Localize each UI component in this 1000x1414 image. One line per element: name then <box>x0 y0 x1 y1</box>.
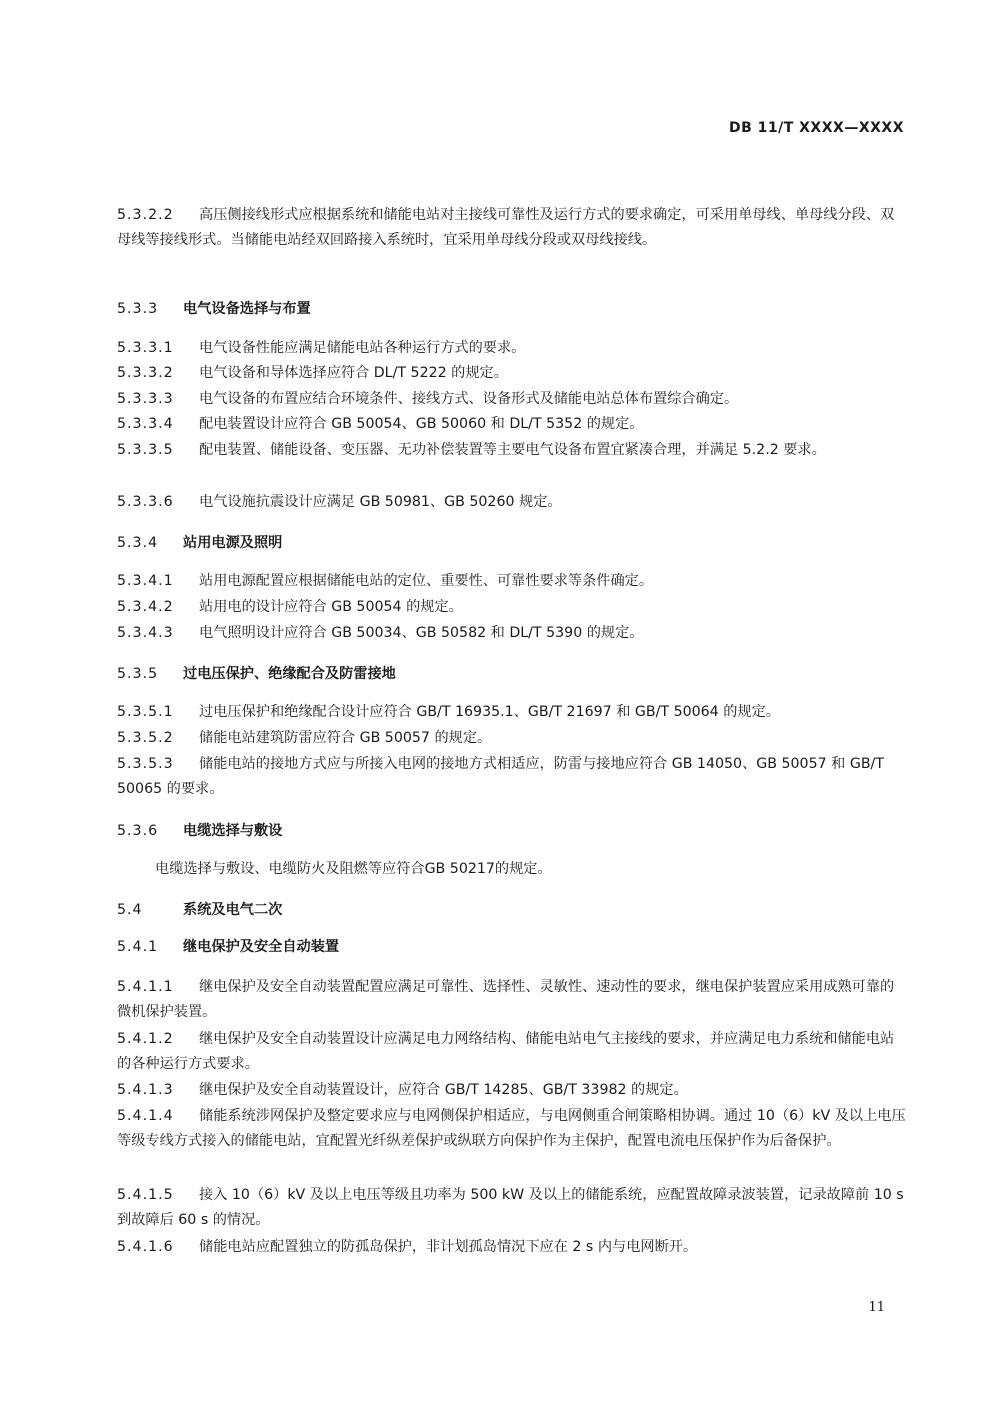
clause-5-3-4-3 <box>117 621 907 646</box>
clause-5-4-1-6 <box>117 1235 907 1260</box>
clause-text: 过电压保护和绝缘配合设计应符合 GB/T 16935.1、GB/T 21697 和 GB/T 50064 的规定。 <box>199 704 780 720</box>
heading-number: 5.4 <box>117 902 143 918</box>
paragraph-cable <box>117 857 907 882</box>
clause-number: 5.3.3.3 <box>117 391 174 407</box>
clause-text: 储能电站建筑防雷应符合 GB 50057 的规定。 <box>199 730 492 746</box>
clause-number: 5.3.3.5 <box>117 442 174 458</box>
clause-5-3-5-2 <box>117 726 907 751</box>
clause-text: 储能电站应配置独立的防孤岛保护，非计划孤岛情况下应在 2 s 内与电网断开。 <box>199 1239 698 1255</box>
clause-text: 电气设备的布置应结合环境条件、接线方式、设备形式及储能电站总体布置综合确定。 <box>199 391 739 407</box>
heading-text: 系统及电气二次 <box>183 902 283 918</box>
clause-5-4-1-2 <box>117 1027 907 1077</box>
clause-5-3-3-2 <box>117 361 907 386</box>
clause-text: 电气设备和导体选择应符合 DL/T 5222 的规定。 <box>199 365 508 381</box>
clause-number: 5.4.1.3 <box>117 1082 174 1098</box>
clause-5-4-1-3 <box>117 1078 907 1103</box>
clause-text: 继电保护及安全自动装置配置应满足可靠性、选择性、灵敏性、速动性的要求，继电保护装置应采用成熟可靠的微机保护装置。 <box>117 979 895 1020</box>
heading-5-3-3 <box>117 297 907 322</box>
clause-text: 储能电站的接地方式应与所接入电网的接地方式相适应，防雷与接地应符合 GB 14050、GB 50057 和 GB/T 50065 的要求。 <box>117 756 885 797</box>
clause-text: 站用电的设计应符合 GB 50054 的规定。 <box>199 599 463 615</box>
heading-text: 站用电源及照明 <box>183 535 283 551</box>
standard-code: DB 11/T XXXX—XXXX <box>728 120 904 136</box>
heading-5-4-1 <box>117 935 907 960</box>
clause-5-3-5-1 <box>117 700 907 725</box>
heading-5-3-5 <box>117 662 907 687</box>
clause-number: 5.3.5.1 <box>117 704 174 720</box>
clause-number: 5.3.5.3 <box>117 756 174 772</box>
clause-text: 站用电源配置应根据储能电站的定位、重要性、可靠性要求等条件确定。 <box>199 573 654 589</box>
clause-5-4-1-1 <box>117 975 907 1025</box>
clause-number: 5.3.3.4 <box>117 416 174 432</box>
heading-number: 5.4.1 <box>117 939 159 955</box>
clause-text: 配电装置设计应符合 GB 50054、GB 50060 和 DL/T 5352 的规定。 <box>199 416 644 432</box>
clause-text: 接入 10（6）kV 及以上电压等级且功率为 500 kW 及以上的储能系统，应配置故障录波装置，记录故障前 10 s 到故障后 60 s 的情况。 <box>117 1187 904 1228</box>
clause-number: 5.4.1.6 <box>117 1239 174 1255</box>
clause-text: 电气设备性能应满足储能电站各种运行方式的要求。 <box>199 340 526 356</box>
clause-number: 5.4.1.1 <box>117 979 174 995</box>
clause-5-3-4-1 <box>117 569 907 594</box>
heading-5-4 <box>117 898 907 923</box>
clause-5-3-3-6 <box>117 490 907 515</box>
clause-5-3-2-2 <box>117 203 907 253</box>
clause-text: 高压侧接线形式应根据系统和储能电站对主接线可靠性及运行方式的要求确定，可采用单母线、单母线分段、双母线等接线形式。当储能电站经双回路接入系统时，宜采用单母线分段或双母线接线。 <box>117 207 895 248</box>
heading-text: 电气设备选择与布置 <box>183 301 311 317</box>
clause-5-4-1-4 <box>117 1104 907 1154</box>
clause-5-3-5-3 <box>117 752 907 802</box>
heading-number: 5.3.6 <box>117 823 159 839</box>
clause-text: 储能系统涉网保护及整定要求应与电网侧保护相适应，与电网侧重合闸策略相协调。通过 10（6）kV 及以上电压等级专线方式接入的储能电站，宜配置光纤纵差保护或纵联方向保护作为主保护，配置电流电压保护作为后备保护。 <box>117 1108 906 1149</box>
page-number: 11 <box>868 1300 885 1315</box>
clause-number: 5.4.1.4 <box>117 1108 174 1124</box>
clause-number: 5.3.4.2 <box>117 599 174 615</box>
heading-5-3-6 <box>117 819 907 844</box>
clause-number: 5.3.5.2 <box>117 730 174 746</box>
clause-text: 继电保护及安全自动装置设计应满足电力网络结构、储能电站电气主接线的要求，并应满足电力系统和储能电站的各种运行方式要求。 <box>117 1031 895 1072</box>
clause-5-3-3-5 <box>117 438 907 463</box>
heading-number: 5.3.3 <box>117 301 159 317</box>
clause-number: 5.4.1.2 <box>117 1031 174 1047</box>
paragraph-text: 电缆选择与敷设、电缆防火及阻燃等应符合GB 50217的规定。 <box>155 861 552 877</box>
heading-text: 电缆选择与敷设 <box>183 823 283 839</box>
heading-5-3-4 <box>117 531 907 556</box>
clause-text: 继电保护及安全自动装置设计，应符合 GB/T 14285、GB/T 33982 的规定。 <box>199 1082 688 1098</box>
heading-text: 过电压保护、绝缘配合及防雷接地 <box>183 666 396 682</box>
clause-text: 电气照明设计应符合 GB 50034、GB 50582 和 DL/T 5390 的规定。 <box>199 625 644 641</box>
clause-number: 5.3.4.1 <box>117 573 174 589</box>
clause-5-3-4-2 <box>117 595 907 620</box>
clause-5-3-3-4 <box>117 412 907 437</box>
clause-5-4-1-5 <box>117 1183 907 1233</box>
clause-number: 5.4.1.5 <box>117 1187 174 1203</box>
clause-text: 电气设施抗震设计应满足 GB 50981、GB 50260 规定。 <box>199 494 562 510</box>
clause-5-3-3-1 <box>117 336 907 361</box>
heading-text: 继电保护及安全自动装置 <box>183 939 340 955</box>
clause-text: 配电装置、储能设备、变压器、无功补偿装置等主要电气设备布置宜紧凑合理，并满足 5.2.2 要求。 <box>199 442 826 458</box>
clause-number: 5.3.2.2 <box>117 207 174 223</box>
clause-5-3-3-3 <box>117 387 907 412</box>
clause-number: 5.3.3.1 <box>117 340 174 356</box>
clause-number: 5.3.4.3 <box>117 625 174 641</box>
clause-number: 5.3.3.6 <box>117 494 174 510</box>
clause-number: 5.3.3.2 <box>117 365 174 381</box>
heading-number: 5.3.4 <box>117 535 159 551</box>
heading-number: 5.3.5 <box>117 666 159 682</box>
